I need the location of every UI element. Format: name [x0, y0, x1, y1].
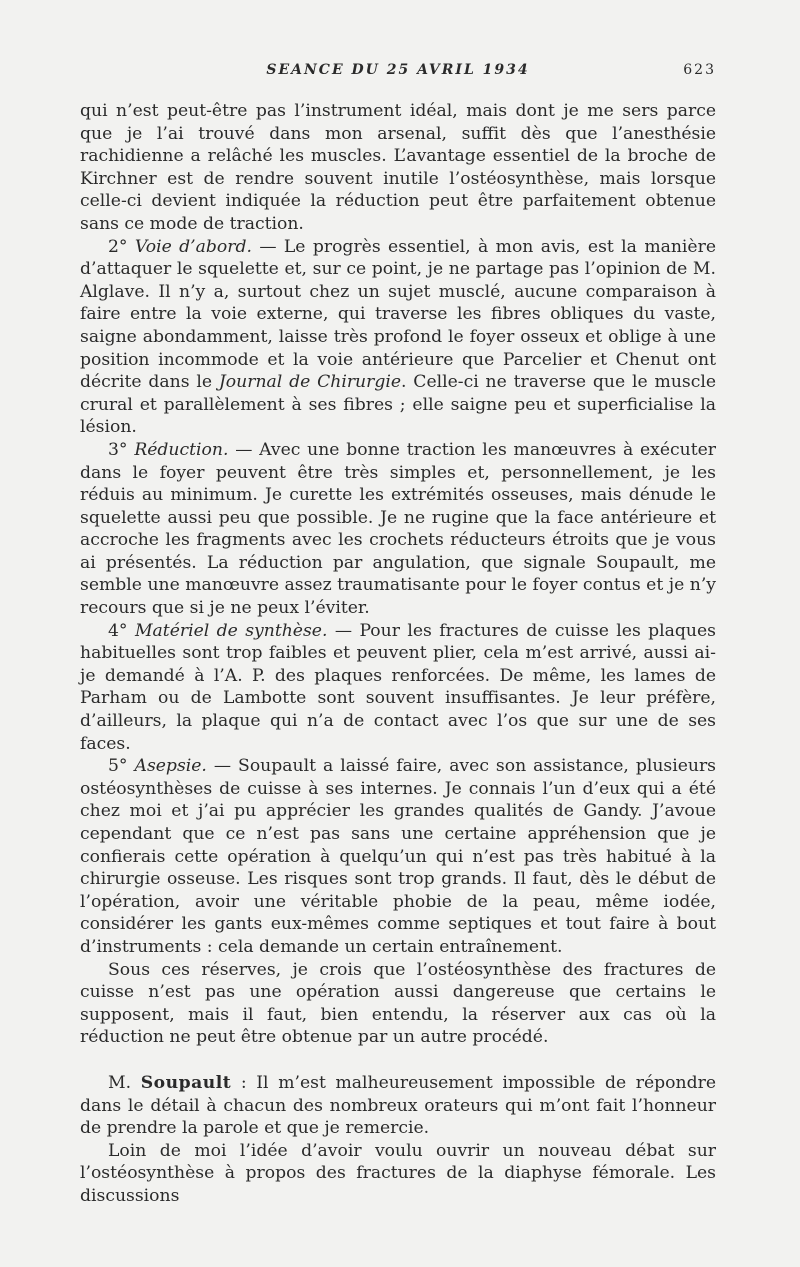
paragraph: qui n’est peut-être pas l’instrument idéal, mais dont je me sers parce que je l’ai trouvé dans mon arsenal, suffit dès que l’anesthésie rachidienne a relâché les muscles. L’avantage essentiel de la broche de Kirchner est de rendre souvent inutile l’ostéosynthèse, mais lorsque celle-ci devient indiquée la réduction peut être parfaitement obtenue sans ce mode de traction.	[80, 101, 716, 234]
journal-title: Journal de Chirurgie	[218, 372, 401, 393]
paragraph	[80, 620, 716, 756]
section-number: 5°	[108, 756, 135, 777]
speaker-name: Soupault	[140, 1072, 232, 1093]
paragraph-text: : Il m’est malheureusement impossible de répondre dans le détail à chacun des nombreux orateurs qui m’ont fait l’honneur de prendre la parole et que je remercie.	[80, 1072, 716, 1139]
paragraph-text: — Soupault a laissé faire, avec son assistance, plusieurs ostéosynthèses de cuisse à ses internes. Je connais l’un d’eux qui a été chez moi et j’ai pu apprécier les grandes qualités de Gandy. J’avoue cependant que ce n’est pas sans une certaine appréhension que je confierais cette opération à quelqu’un qui n’est pas très habitué à la chirurgie osseuse. Les risques sont trop grands. Il faut, dès le début de l’opération, avoir une véritable phobie de la peau, même iodée, considérer les gants eux-mêmes comme septiques et tout faire à bout d’instruments : cela demande un certain entraînement.	[80, 756, 717, 957]
section-title: Voie d’abord.	[134, 236, 252, 257]
running-title: SEANCE DU 25 AVRIL 1934	[266, 62, 530, 78]
paragraph-text: — Avec une bonne traction les manœuvres à exécuter dans le foyer peuvent être très simples et, personnellement, je les réduis au minimum. Je curette les extrémités osseuses, mais dénude le squelette aussi peu que possible. Je ne rugine que la face antérieure et accroche les fragments avec les crochets réducteurs étroits que je vous ai présentés. La réduction par angulation, que signale Soupault, me semble une manœuvre assez traumatisante pour le foyer contus et je n’y recours que si je ne peux l’éviter.	[80, 439, 716, 619]
paragraph-text: — Le progrès essentiel, à mon avis, est la manière d’attaquer le squelette et, sur ce point, je ne partage pas l’opinion de M. Alglave. Il n’y a, surtout chez un sujet musclé, aucune comparaison à faire entre la voie externe, qui traverse les fibres obliques du vaste, saigne abondamment, laisse très profond le foyer osseux et oblige à une position incommode et la voie antérieure que Parcelier et Chenut ont décrite dans le	[80, 236, 716, 393]
paragraph	[80, 1072, 716, 1140]
section-number: 2°	[108, 236, 135, 257]
page-header	[80, 62, 716, 86]
section-title: Asepsie.	[134, 756, 207, 777]
section-title: Réduction.	[134, 439, 229, 460]
paragraph	[80, 236, 716, 439]
paragraph-text: — Pour les fractures de cuisse les plaques habituelles sont trop faibles et peuvent plier, cela m’est arrivé, aussi ai-je demandé à l’A. P. des plaques renforcées. De même, les lames de Parham ou de Lambotte sont souvent insuffisantes. Je leur préfère, d’ailleurs, la plaque qui n’a de contact avec l’os que sur une de ses faces.	[80, 620, 716, 754]
paragraph: Sous ces réserves, je crois que l’ostéosynthèse des fractures de cuisse n’est pas une opération aussi dangereuse que certains le supposent, mais il faut, bien entendu, la réserver aux cas où la réduction ne peut être obtenue par un autre procédé.	[80, 959, 716, 1048]
paragraph	[80, 439, 716, 620]
paragraph	[80, 755, 716, 958]
speaker-prefix: M.	[108, 1072, 141, 1093]
paragraph-text: . Celle-ci ne traverse que le muscle crural et parallèlement à ses fibres ; elle saigne peu et superficialise la lésion.	[80, 372, 716, 438]
paragraph: Loin de moi l’idée d’avoir voulu ouvrir un nouveau débat sur l’ostéosynthèse à propos des fractures de la diaphyse fémorale. Les discussions	[80, 1140, 716, 1206]
section-number: 4°	[108, 620, 135, 641]
body-text	[80, 100, 716, 1208]
page-number: 623	[683, 62, 716, 78]
section-number: 3°	[108, 439, 135, 460]
section-title: Matériel de synthèse.	[134, 620, 328, 641]
